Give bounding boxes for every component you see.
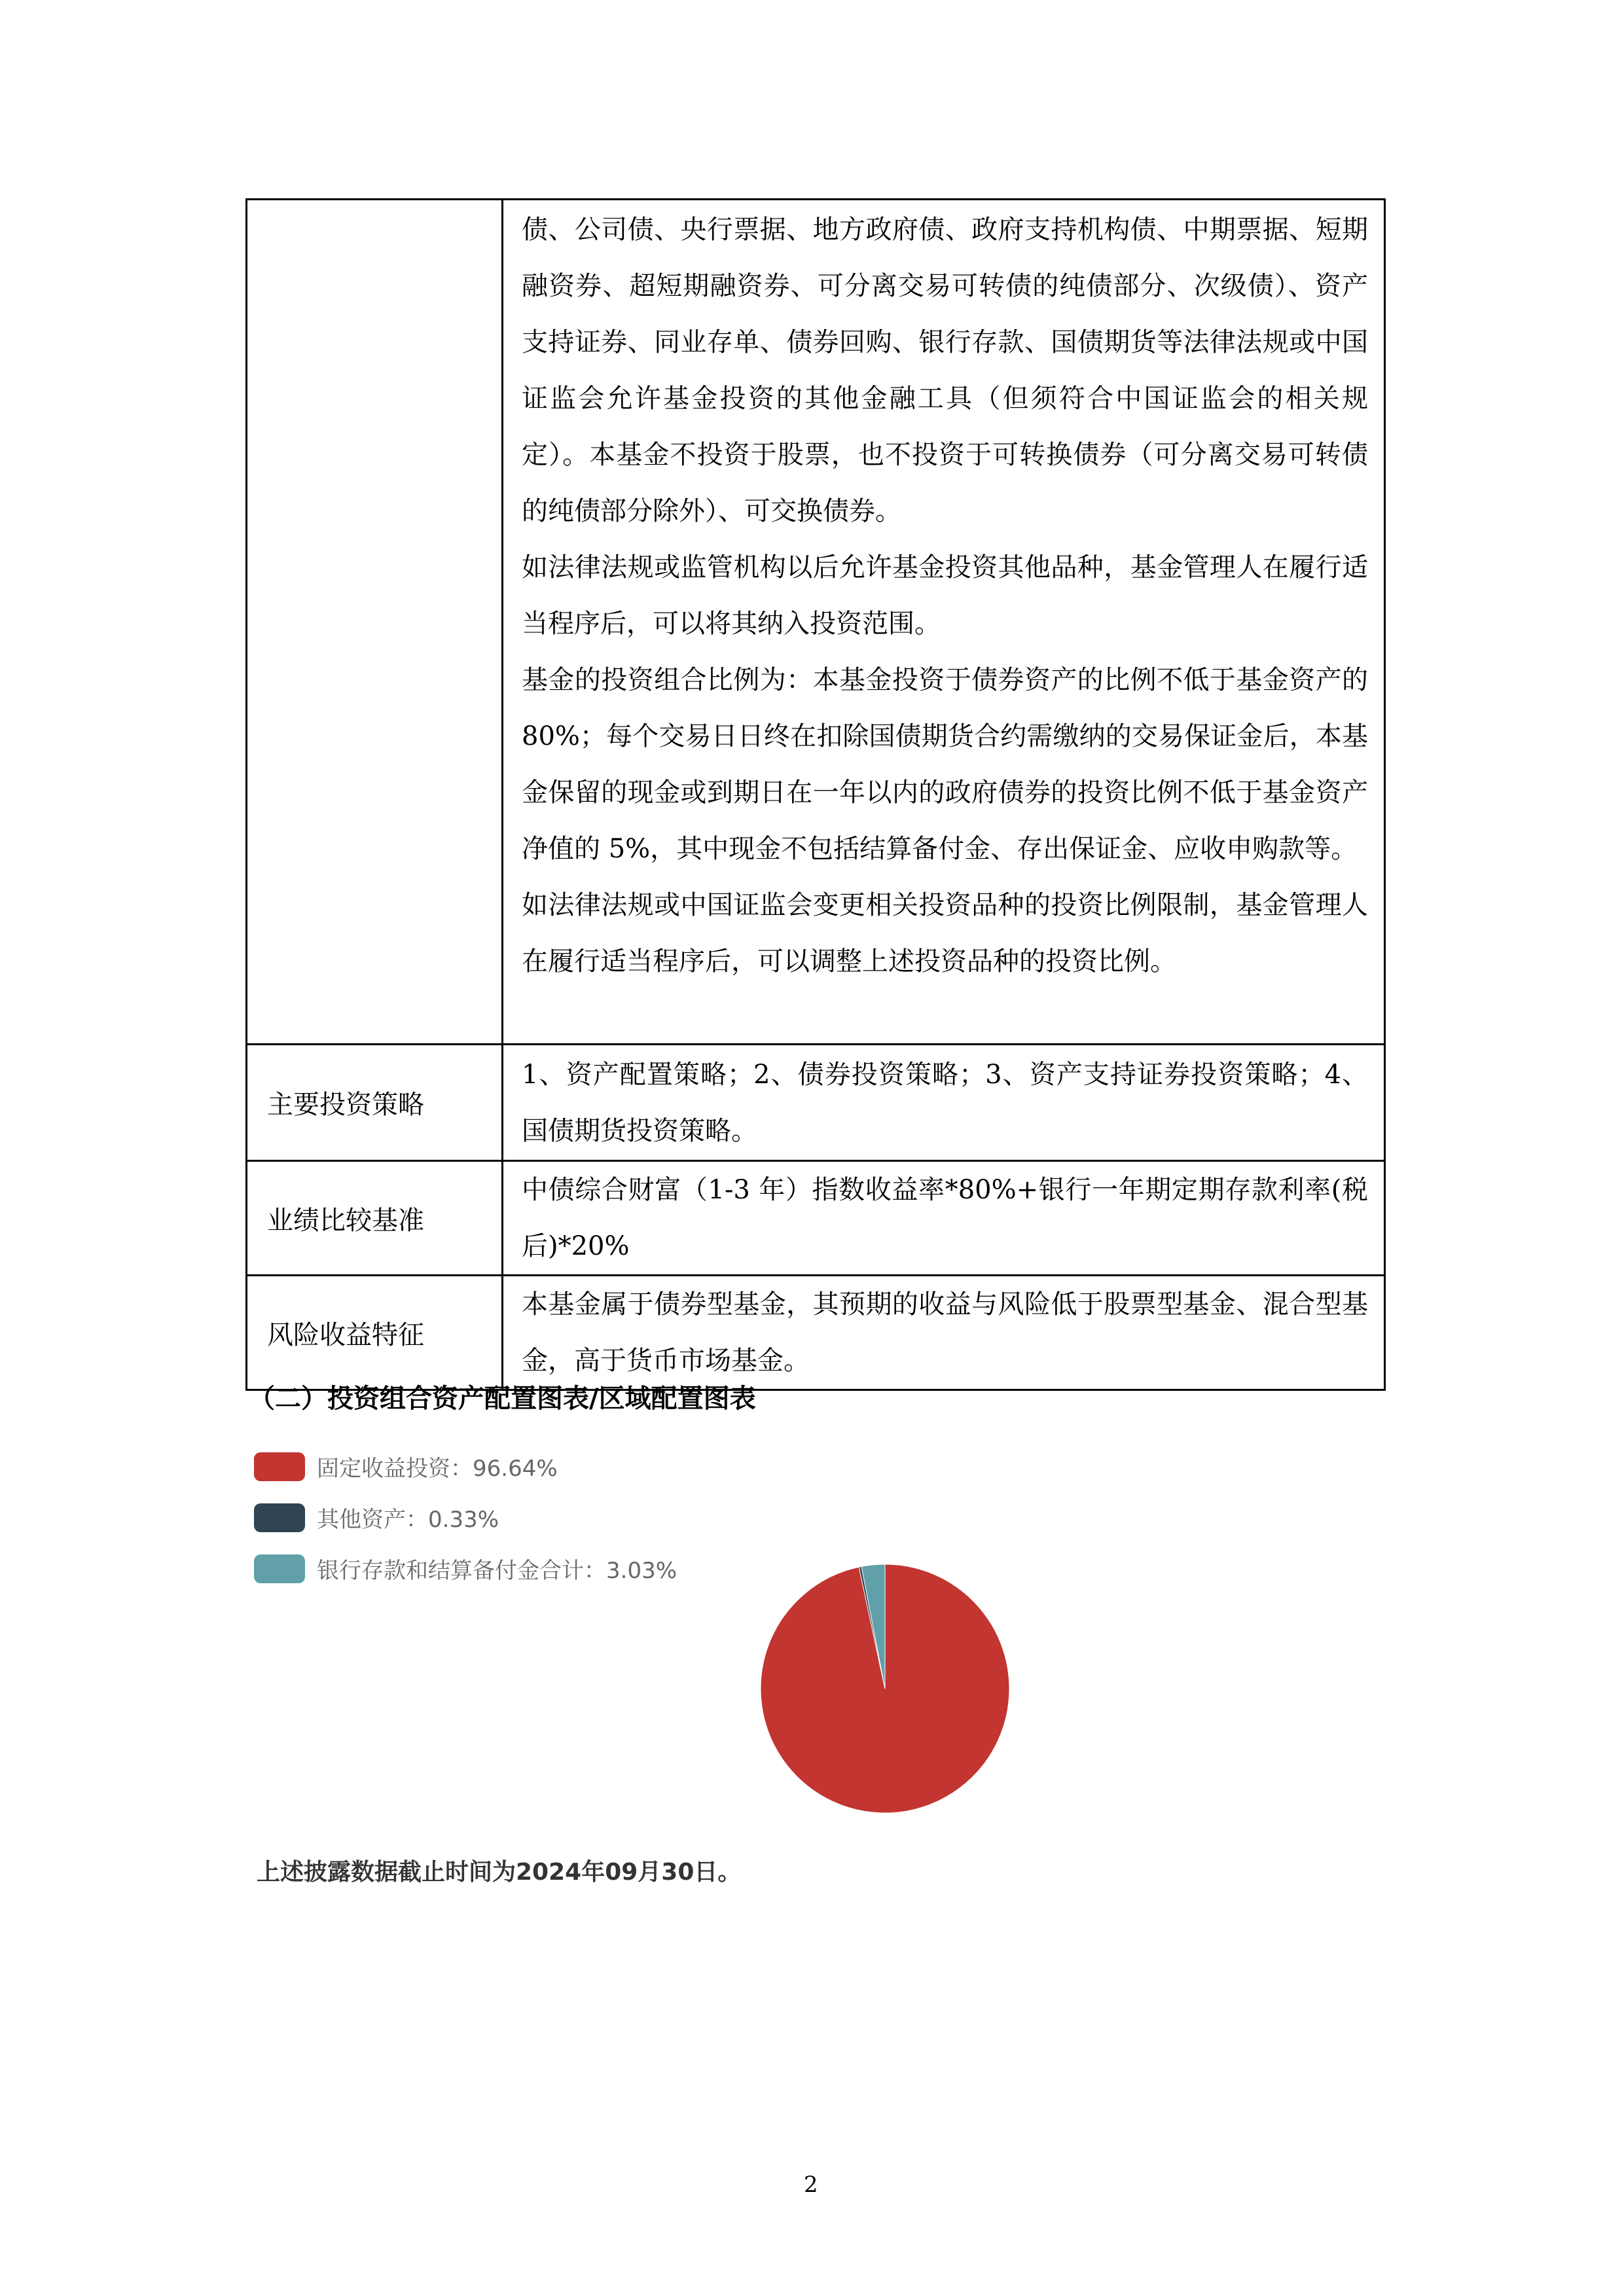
data-cutoff-note: 上述披露数据截止时间为2024年09月30日。 — [257, 1859, 742, 1886]
legend-item-other-assets[interactable] — [254, 1501, 499, 1534]
benchmark-text: 中债综合财富（1-3 年）指数收益率*80%+银行一年期定期存款利率(税后)*20% — [503, 1161, 1385, 1276]
scope-paragraph: 债、公司债、央行票据、地方政府债、政府支持机构债、中期票据、短期融资券、超短期融资券、可分离交易可转债的纯债部分、次级债）、资产支持证券、同业存单、债券回购、银行存款、国债期货等法律法规或中国证监会允许基金投资的其他金融工具（但须符合中国证监会的相关规定）。本基金不投资于股票，也不投资于可转换债券（可分离交易可转债的纯债部分除外）、可交换债券。 — [522, 215, 1368, 526]
risk-label: 风险收益特征 — [247, 1276, 503, 1390]
legend-swatch — [254, 1554, 305, 1583]
legend-item-bank-deposits[interactable] — [254, 1552, 677, 1585]
section-title: （二）投资组合资产配置图表/区域配置图表 — [249, 1384, 756, 1414]
legend-label: 其他资产：0.33% — [317, 1507, 499, 1533]
scope-paragraph: 如法律法规或中国证监会变更相关投资品种的投资比例限制，基金管理人在履行适当程序后，可以调整上述投资品种的投资比例。 — [522, 890, 1368, 977]
table-row — [247, 200, 1385, 1045]
strategy-label: 主要投资策略 — [247, 1045, 503, 1161]
benchmark-label: 业绩比较基准 — [247, 1161, 503, 1276]
asset-allocation-pie-chart — [754, 1558, 1016, 1820]
page-number: 2 — [804, 2172, 818, 2198]
table-row — [247, 1276, 1385, 1390]
legend-item-fixed-income[interactable] — [254, 1450, 558, 1482]
investment-scope-cell — [503, 200, 1385, 1045]
legend-label: 银行存款和结算备付金合计：3.03% — [317, 1558, 677, 1584]
table-row — [247, 1161, 1385, 1276]
scope-paragraph: 基金的投资组合比例为：本基金投资于债券资产的比例不低于基金资产的 80%；每个交易日日终在扣除国债期货合约需缴纳的交易保证金后，本基金保留的现金或到期日在一年以内的政府债券的投资比例不低于基金资产净值的 5%，其中现金不包括结算备付金、存出保证金、应收申购款等。 — [522, 665, 1368, 864]
fund-info-table — [245, 198, 1386, 1391]
scope-paragraph: 如法律法规或监管机构以后允许基金投资其他品种，基金管理人在履行适当程序后，可以将其纳入投资范围。 — [522, 552, 1368, 639]
legend-swatch — [254, 1503, 305, 1532]
strategy-text: 1、资产配置策略；2、债券投资策略；3、资产支持证券投资策略；4、国债期货投资策略。 — [503, 1045, 1385, 1161]
risk-text: 本基金属于债券型基金，其预期的收益与风险低于股票型基金、混合型基金，高于货币市场基金。 — [503, 1276, 1385, 1390]
row-label — [247, 200, 503, 1045]
legend-label: 固定收益投资：96.64% — [317, 1456, 558, 1482]
legend-swatch — [254, 1452, 305, 1481]
table-row — [247, 1045, 1385, 1161]
